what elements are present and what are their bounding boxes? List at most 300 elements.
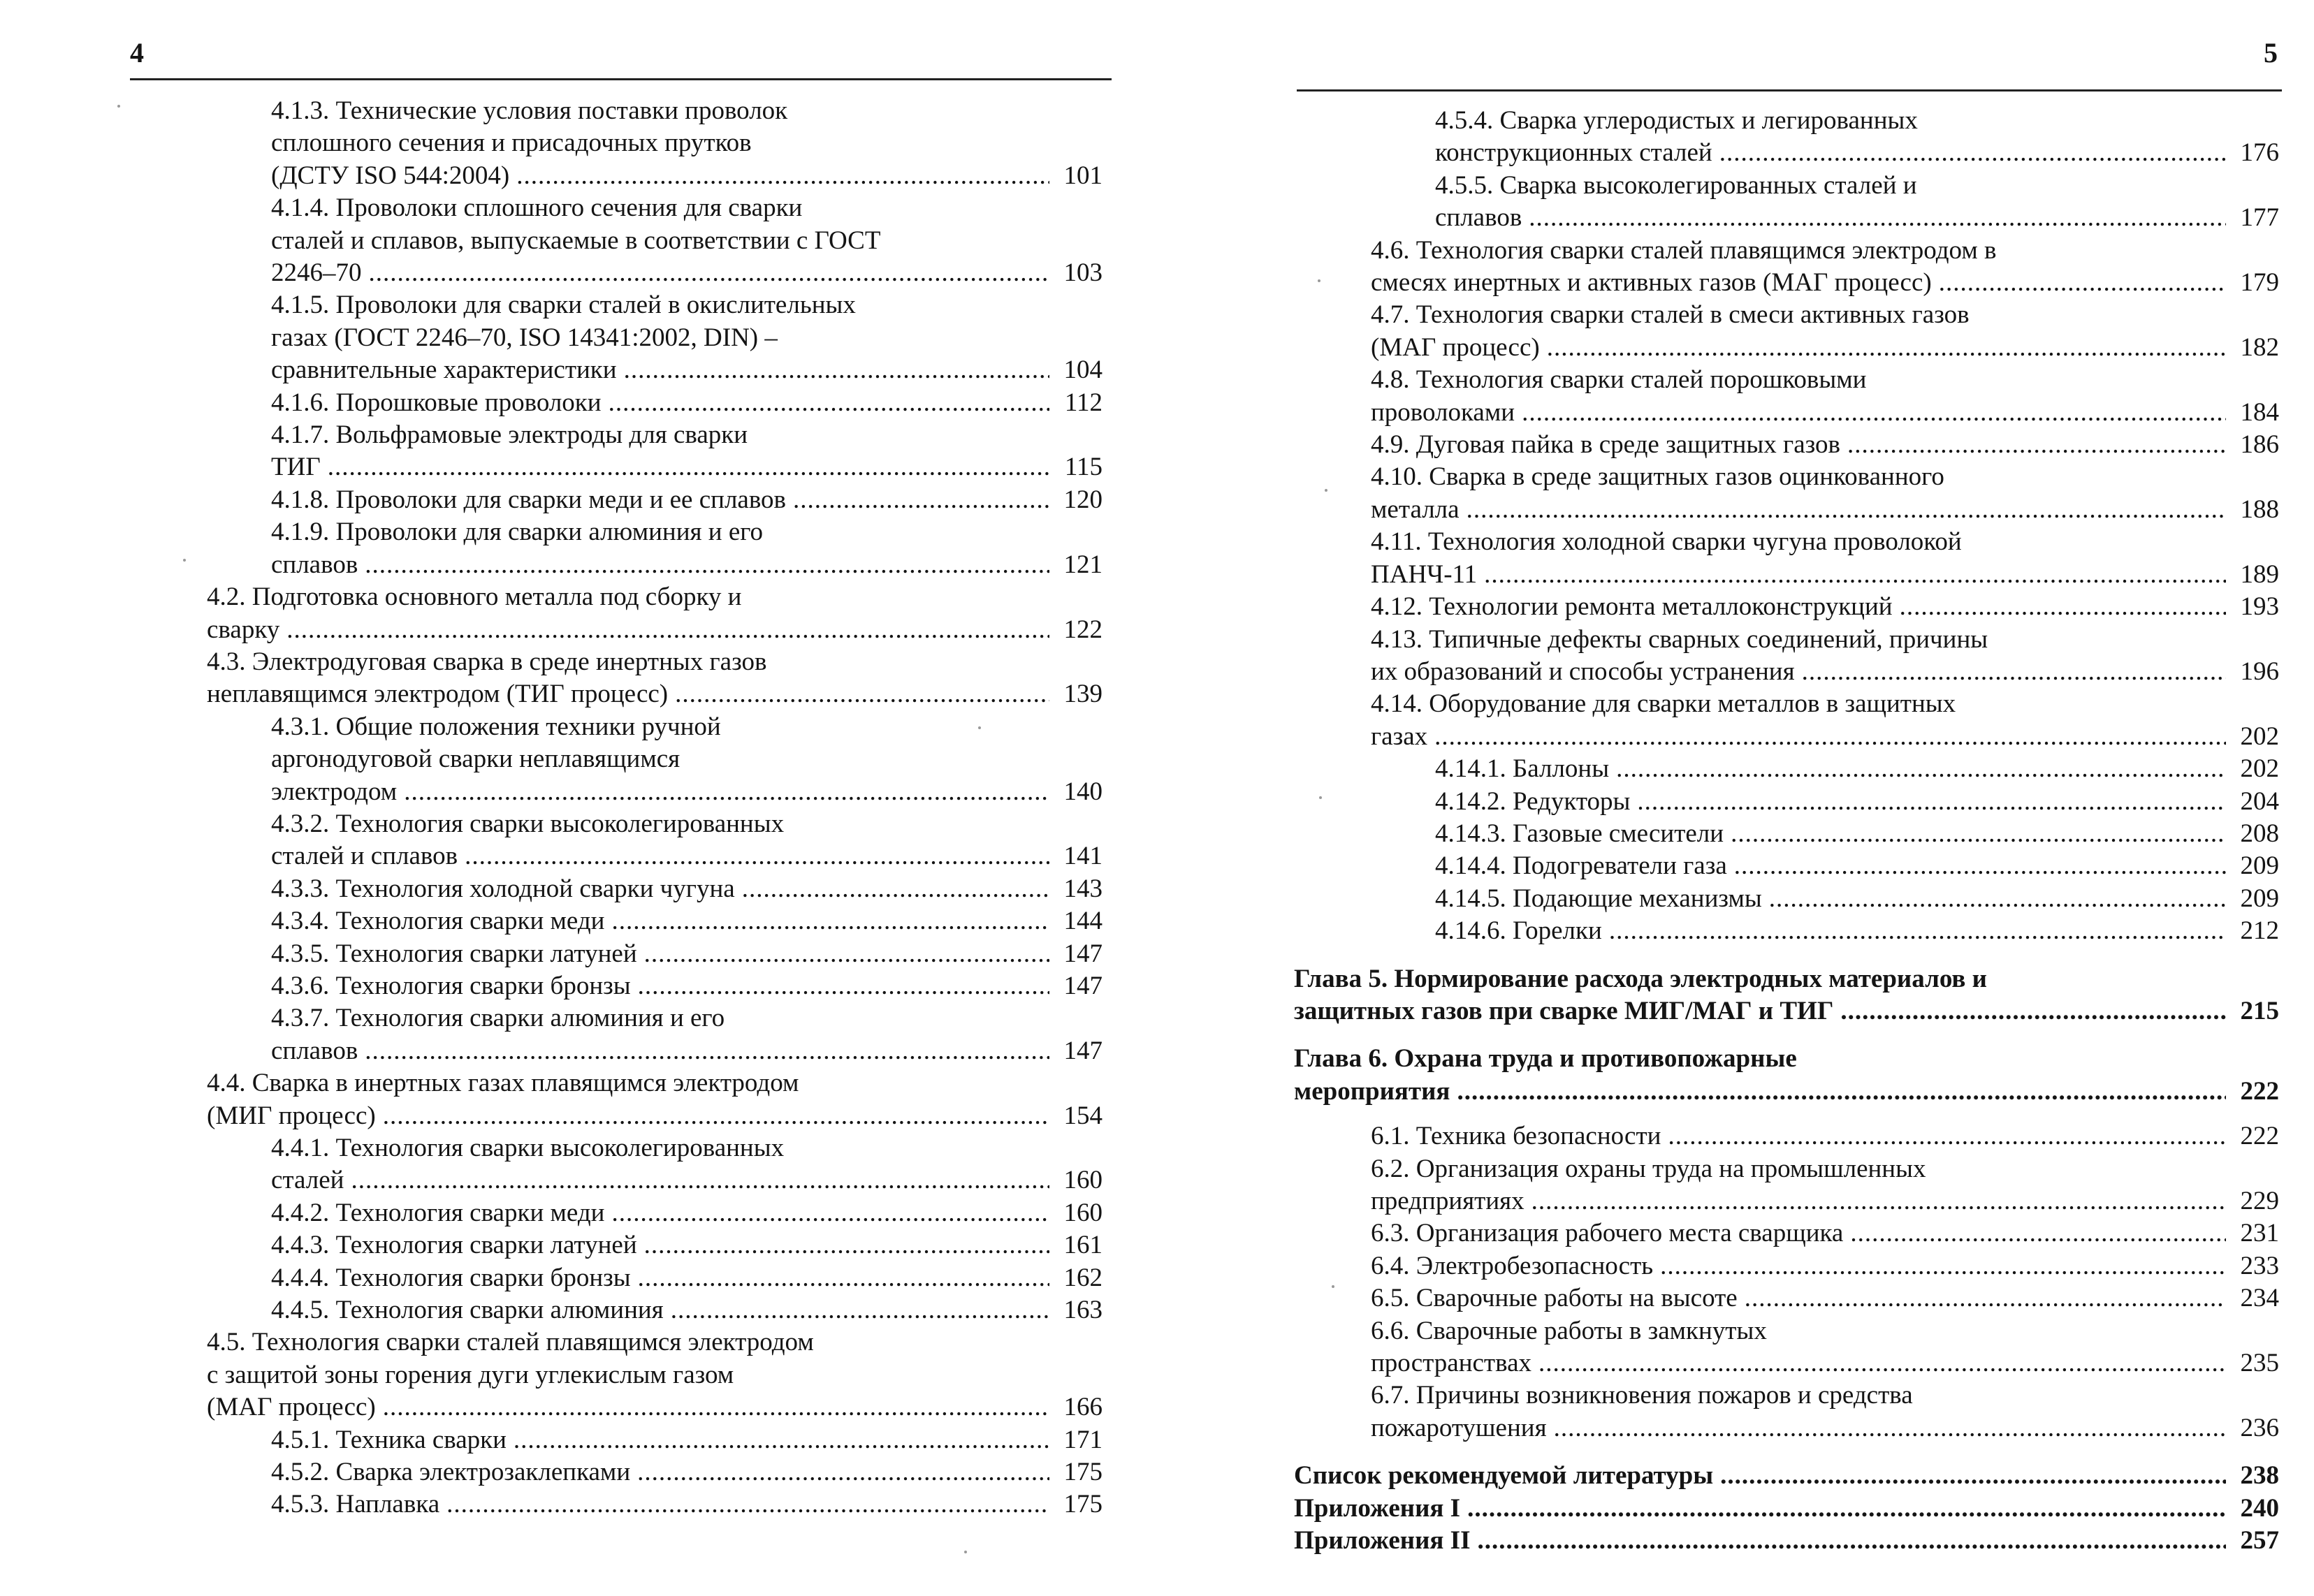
toc-entry-row [1371, 591, 2279, 623]
toc-entry-title: сплавов [271, 1036, 358, 1065]
toc-entry[interactable] [207, 905, 1103, 937]
toc-entry[interactable] [1371, 883, 2279, 915]
toc-entry-line: 4.11. Технология холодной сварки чугуна проволокой [1371, 527, 1962, 557]
toc-entry-line: 4.3. Электродуговая сварка в среде инертных газов [207, 647, 767, 676]
dot-leader [1720, 1460, 2226, 1492]
toc-entry[interactable] [207, 1002, 1103, 1067]
toc-entry-title: проволоками [1371, 397, 1515, 427]
toc-page-number: 189 [2240, 559, 2279, 589]
dot-leader [742, 873, 1049, 905]
toc-entry-title: 4.14.3. Газовые смесители [1435, 819, 1724, 848]
toc-page-number: 208 [2240, 819, 2279, 848]
toc-entry-row [1371, 429, 2279, 461]
dot-leader [1731, 818, 2226, 850]
toc-page-number: 179 [2240, 268, 2279, 298]
toc-entry[interactable] [1371, 624, 2279, 689]
toc-entry-row [1371, 1412, 2279, 1444]
toc-entry-row [1435, 786, 2279, 818]
dot-leader [383, 1391, 1049, 1423]
toc-entry-line: 4.4.1. Технология сварки высоколегированных [271, 1134, 785, 1162]
toc-entry[interactable] [207, 1424, 1103, 1456]
toc-entry-line: 6.7. Причины возникновения пожаров и средства [1371, 1381, 1913, 1410]
dot-leader [624, 354, 1049, 386]
toc-page-number: 141 [1063, 842, 1103, 871]
toc-page-number: 236 [2240, 1413, 2279, 1442]
toc-entry[interactable] [1371, 235, 2279, 300]
toc-entry-row [271, 1456, 1103, 1488]
toc-entry-row [1435, 850, 2279, 882]
toc-entry-line: 4.3.2. Технология сварки высоколегированных [271, 809, 785, 838]
toc-entry[interactable] [1371, 1217, 2279, 1250]
toc-entry-title: пожаротушения [1371, 1413, 1547, 1442]
dot-leader [365, 1035, 1049, 1067]
toc-entry[interactable] [1371, 299, 2279, 364]
toc-page-number: 104 [1063, 356, 1103, 385]
toc-entry[interactable] [207, 711, 1103, 808]
toc-entry-row [1435, 137, 2279, 169]
toc-entry[interactable] [207, 1262, 1103, 1294]
toc-entry-title: 6.5. Сварочные работы на высоте [1371, 1284, 1738, 1313]
dot-leader [675, 678, 1049, 710]
toc-entry-row [1371, 559, 2279, 591]
toc-entry-title: металла [1371, 495, 1460, 524]
toc-entry-row [271, 776, 1103, 808]
toc-entry[interactable] [207, 1488, 1103, 1521]
toc-entry[interactable] [1371, 429, 2279, 461]
toc-entry[interactable] [207, 1294, 1103, 1326]
toc-entry[interactable] [1371, 526, 2279, 591]
toc-entry-row [1371, 1217, 2279, 1250]
toc-entry-row [1371, 494, 2279, 526]
dot-leader [1547, 332, 2226, 364]
toc-entry-line: 4.1.7. Вольфрамовые электроды для сварки [271, 420, 748, 450]
dot-leader [638, 1262, 1049, 1294]
toc-page-number: 212 [2240, 916, 2279, 946]
toc-entry[interactable] [207, 1132, 1103, 1197]
toc-entry-title: пространствах [1371, 1349, 1531, 1378]
toc-entry-title: защитных газов при сварке МИГ/МАГ и ТИГ [1294, 996, 1834, 1025]
dot-leader [1802, 656, 2226, 688]
toc-entry-row [271, 1262, 1103, 1294]
scan-speck [183, 559, 186, 562]
toc-entry[interactable] [1371, 1120, 2279, 1152]
toc-entry-line: 4.5.4. Сварка углеродистых и легированных [1435, 106, 1918, 135]
scan-speck [1319, 796, 1322, 799]
toc-page-number: 115 [1064, 453, 1103, 482]
toc-entry[interactable] [207, 1326, 1103, 1423]
toc-entry-row [271, 1424, 1103, 1456]
toc-entry-title: Приложения II [1294, 1526, 1471, 1555]
toc-entry-title: 6.1. Техника безопасности [1371, 1122, 1661, 1151]
toc-page-number: 160 [1063, 1166, 1103, 1195]
toc-entry-title: 4.14.5. Подающие механизмы [1435, 884, 1762, 913]
toc-entry-line: 4.3.1. Общие положения техники ручной [271, 712, 721, 741]
dot-leader [1529, 202, 2226, 234]
toc-entry-line: Глава 6. Охрана труда и противопожарные [1294, 1044, 1797, 1074]
toc-entry-title: газах [1371, 722, 1428, 751]
toc-entry-line: 4.4. Сварка в инертных газах плавящимся электродом [207, 1069, 799, 1098]
toc-entry-row [1371, 267, 2279, 299]
toc-entry[interactable] [1371, 461, 2279, 526]
toc-entry[interactable] [1371, 1153, 2279, 1218]
scan-speck [1318, 279, 1320, 282]
dot-leader [611, 1197, 1049, 1229]
toc-entry-row [1371, 1282, 2279, 1315]
toc-entry-row [1371, 1185, 2279, 1217]
dot-leader [516, 160, 1049, 192]
toc-entry[interactable] [1371, 1282, 2279, 1315]
toc-page-number: 233 [2240, 1251, 2279, 1280]
toc-entry-row [271, 354, 1103, 386]
toc-entry-row [271, 484, 1103, 516]
toc-entry-title: ТИГ [271, 453, 321, 482]
toc-entry-title: 4.5.1. Техника сварки [271, 1425, 507, 1454]
dot-leader [1939, 267, 2226, 299]
toc-entry-title: 6.4. Электробезопасность [1371, 1251, 1654, 1280]
dot-leader [1538, 1347, 2226, 1379]
toc-page-number: 112 [1064, 388, 1103, 417]
toc-entry-title: 4.14.4. Подогреватели газа [1435, 851, 1727, 881]
toc-entry-line: 4.1.5. Проволоки для сварки сталей в окислительных [271, 291, 856, 320]
toc-entry-title: 4.9. Дуговая пайка в среде защитных газов [1371, 430, 1840, 460]
toc-entry-row [1435, 915, 2279, 947]
toc-entry-title: 6.3. Организация рабочего места сварщика [1371, 1219, 1844, 1248]
toc-entry-line: 4.1.4. Проволоки сплошного сечения для сварки [271, 193, 803, 223]
dot-leader [1850, 1217, 2226, 1250]
dot-leader [1616, 753, 2226, 785]
toc-entry-title: Приложения I [1294, 1493, 1461, 1523]
toc-page-number: 229 [2240, 1187, 2279, 1215]
toc-entry-title: сплавов [271, 550, 358, 579]
toc-page-number: 196 [2240, 657, 2279, 686]
toc-entry[interactable] [207, 1229, 1103, 1261]
dot-leader [1467, 1493, 2226, 1525]
toc-entry-title: мероприятия [1294, 1076, 1450, 1106]
toc-entry[interactable] [207, 1067, 1103, 1132]
toc-entry[interactable] [1371, 850, 2279, 882]
dot-leader [1769, 883, 2226, 915]
dot-leader [644, 1229, 1049, 1261]
dot-leader [1900, 591, 2226, 623]
toc-entry[interactable] [1371, 1315, 2279, 1380]
dot-leader [404, 776, 1049, 808]
toc-entry[interactable] [207, 387, 1103, 419]
toc-entry-title: 4.3.3. Технология холодной сварки чугуна [271, 874, 735, 903]
toc-entry[interactable] [1371, 753, 2279, 785]
toc-page-number: 144 [1063, 907, 1103, 936]
toc-page-number: 222 [2240, 1122, 2279, 1151]
toc-entry-line: 4.14. Оборудование для сварки металлов в защитных [1371, 689, 1956, 719]
toc-entry-row [1371, 332, 2279, 364]
dot-leader [1840, 995, 2226, 1027]
toc-entry-line: Глава 5. Нормирование расхода электродных материалов и [1294, 964, 1987, 993]
toc-page-number: 175 [1063, 1490, 1103, 1519]
toc-entry-row [1294, 1460, 2279, 1492]
toc-page-number: 222 [2240, 1076, 2279, 1106]
toc-page-number: 209 [2240, 851, 2279, 881]
toc-page-number: 160 [1063, 1198, 1103, 1227]
toc-page-number: 209 [2240, 884, 2279, 913]
dot-leader [671, 1294, 1049, 1326]
dot-leader [793, 484, 1049, 516]
toc-entry[interactable] [1371, 818, 2279, 850]
dot-leader [1477, 1525, 2226, 1557]
toc-entry-line: 4.1.9. Проволоки для сварки алюминия и его [271, 518, 764, 547]
dot-leader [1660, 1250, 2226, 1282]
toc-page-number: 103 [1063, 258, 1103, 288]
toc-entry[interactable] [1371, 591, 2279, 623]
toc-page-number: 175 [1063, 1458, 1103, 1487]
dot-leader [1457, 1076, 2226, 1108]
toc-entry-title: (МАГ процесс) [1371, 332, 1540, 362]
toc-entry-row [271, 1229, 1103, 1261]
toc-entry-row [271, 840, 1103, 872]
toc-list [1294, 105, 2279, 1557]
toc-page-number: 202 [2240, 754, 2279, 784]
dot-leader [1668, 1120, 2226, 1152]
toc-page-number: 147 [1063, 939, 1103, 968]
toc-entry-row [207, 1391, 1103, 1423]
toc-page-number: 120 [1063, 485, 1103, 514]
toc-entry[interactable] [1371, 786, 2279, 818]
header-rule [1297, 89, 2282, 91]
dot-leader [465, 840, 1049, 872]
dot-leader [514, 1424, 1049, 1456]
dot-leader [369, 257, 1050, 289]
toc-entry-line: 4.8. Технология сварки сталей порошковыми [1371, 365, 1867, 395]
scan-speck [1325, 489, 1327, 492]
toc-entry[interactable] [207, 808, 1103, 873]
toc-page-number: 171 [1063, 1425, 1103, 1454]
toc-entry[interactable] [1294, 963, 2279, 1028]
toc-entry[interactable] [1294, 1043, 2279, 1108]
toc-entry-title: сталей [271, 1166, 344, 1195]
toc-entry-row [271, 1035, 1103, 1067]
toc-page-number: 139 [1063, 680, 1103, 709]
toc-entry-line: 4.5.5. Сварка высоколегированных сталей и [1435, 170, 1917, 200]
toc-entry[interactable] [1294, 1493, 2279, 1525]
toc-page-number: 234 [2240, 1284, 2279, 1313]
toc-entry[interactable] [207, 938, 1103, 970]
toc-entry-title: предприятиях [1371, 1187, 1525, 1215]
toc-entry[interactable] [1371, 1379, 2279, 1444]
toc-entry-title: 4.1.6. Порошковые проволоки [271, 388, 602, 417]
toc-page-number: 154 [1063, 1101, 1103, 1130]
toc-entry-row [1294, 995, 2279, 1027]
dot-leader [1609, 915, 2226, 947]
dot-leader [286, 614, 1049, 646]
toc-entry-line: сталей и сплавов, выпускаемые в соответствии с ГОСТ [271, 226, 881, 255]
toc-entry-title: 4.4.5. Технология сварки алюминия [271, 1296, 664, 1325]
scan-speck [978, 726, 981, 729]
toc-entry-row [1294, 1493, 2279, 1525]
toc-entry[interactable] [207, 289, 1103, 386]
toc-entry-row [1371, 1250, 2279, 1282]
dot-leader [446, 1488, 1049, 1521]
toc-entry-title: сталей и сплавов [271, 842, 458, 871]
toc-entry-title: 4.5.2. Сварка электрозаклепками [271, 1458, 631, 1487]
toc-page-number: 162 [1063, 1263, 1103, 1292]
dot-leader [1719, 137, 2226, 169]
toc-entry-line: с защитой зоны горения дуги углекислым газом [207, 1360, 734, 1389]
toc-page-number: 182 [2240, 332, 2279, 362]
toc-entry-title: (МИГ процесс) [207, 1101, 376, 1130]
toc-entry[interactable] [1371, 105, 2279, 170]
toc-entry[interactable] [1371, 1250, 2279, 1282]
scan-speck [964, 1551, 967, 1553]
toc-entry-line: аргонодуговой сварки неплавящимся [271, 745, 681, 774]
toc-entry-title: (МАГ процесс) [207, 1393, 376, 1422]
toc-entry[interactable] [207, 484, 1103, 516]
toc-entry-row [271, 1294, 1103, 1326]
dot-leader [1522, 397, 2226, 429]
toc-entry[interactable] [207, 873, 1103, 905]
toc-entry-row [1371, 1347, 2279, 1379]
toc-entry-line: 6.2. Организация охраны труда на промышленных [1371, 1154, 1926, 1183]
dot-leader [611, 905, 1049, 937]
toc-entry[interactable] [207, 192, 1103, 289]
toc-entry-title: электродом [271, 777, 398, 806]
toc-entry-row [271, 1164, 1103, 1196]
toc-entry-title: Список рекомендуемой литературы [1294, 1461, 1714, 1491]
toc-entry[interactable] [1371, 688, 2279, 753]
dot-leader [328, 451, 1049, 483]
dot-leader [644, 938, 1049, 970]
dot-leader [1484, 559, 2226, 591]
dot-leader [638, 970, 1049, 1002]
toc-page-number: 140 [1063, 777, 1103, 806]
toc-entry-row [207, 678, 1103, 710]
toc-entry-title: 4.4.4. Технология сварки бронзы [271, 1263, 631, 1292]
toc-entry[interactable] [207, 1456, 1103, 1488]
dot-leader [351, 1164, 1049, 1196]
toc-entry-title: их образований и способы устранения [1371, 657, 1795, 686]
toc-page-number: 177 [2240, 203, 2279, 233]
toc-entry-row [271, 970, 1103, 1002]
toc-entry-row [1435, 753, 2279, 785]
toc-page-number: 166 [1063, 1393, 1103, 1422]
toc-entry-title: конструкционных сталей [1435, 138, 1712, 168]
toc-entry[interactable] [1294, 1525, 2279, 1557]
toc-entry-row [1371, 1120, 2279, 1152]
toc-entry-row [1435, 202, 2279, 234]
toc-entry-title: ПАНЧ-11 [1371, 559, 1478, 589]
page-number: 4 [130, 37, 144, 68]
toc-page-number: 143 [1063, 874, 1103, 903]
toc-entry[interactable] [207, 1197, 1103, 1229]
dot-leader [1467, 494, 2226, 526]
toc-page-number: 147 [1063, 971, 1103, 1000]
toc-entry[interactable] [207, 516, 1103, 581]
toc-entry-row [207, 614, 1103, 646]
dot-leader [1531, 1185, 2226, 1217]
scan-speck [1332, 1285, 1334, 1288]
toc-page-number: 163 [1063, 1296, 1103, 1325]
toc-entry-row [1371, 721, 2279, 753]
toc-page-number: 101 [1063, 161, 1103, 190]
toc-entry-title: 2246–70 [271, 258, 362, 288]
toc-page-number: 238 [2240, 1461, 2279, 1491]
toc-entry-line: 6.6. Сварочные работы в замкнутых [1371, 1316, 1767, 1345]
toc-page-number: 121 [1063, 550, 1103, 579]
toc-entry-row [271, 873, 1103, 905]
toc-entry-row [271, 387, 1103, 419]
toc-entry-row [1371, 656, 2279, 688]
toc-entry-title: 4.12. Технологии ремонта металлоконструкций [1371, 592, 1893, 622]
toc-entry-line: сплошного сечения и присадочных прутков [271, 129, 752, 158]
toc-entry-row [271, 549, 1103, 581]
dot-leader [609, 387, 1049, 419]
toc-entry-title: 4.14.6. Горелки [1435, 916, 1602, 946]
dot-leader [1745, 1282, 2226, 1315]
toc-entry-row [271, 160, 1103, 192]
toc-entry-row [271, 1197, 1103, 1229]
toc-entry-title: сплавов [1435, 203, 1522, 233]
dot-leader [637, 1456, 1049, 1488]
toc-page-number: 215 [2240, 996, 2279, 1025]
toc-entry-title: 4.1.8. Проволоки для сварки меди и ее сплавов [271, 485, 787, 514]
toc-entry-row [1294, 1525, 2279, 1557]
toc-list [207, 95, 1103, 1521]
toc-entry-line: 4.3.7. Технология сварки алюминия и его [271, 1004, 725, 1033]
toc-entry-row [1294, 1076, 2279, 1108]
toc-page-number: 240 [2240, 1493, 2279, 1523]
toc-entry-title: 4.14.1. Баллоны [1435, 754, 1610, 784]
toc-page-number: 161 [1063, 1231, 1103, 1260]
toc-entry-line: 4.7. Технология сварки сталей в смеси активных газов [1371, 300, 1970, 330]
toc-entry[interactable] [1371, 915, 2279, 947]
toc-page-number: 235 [2240, 1349, 2279, 1378]
toc-entry[interactable] [207, 419, 1103, 484]
dot-leader [1554, 1412, 2226, 1444]
toc-entry-line: 4.2. Подготовка основного металла под сборку и [207, 583, 742, 612]
toc-entry-title: 4.3.5. Технология сварки латуней [271, 939, 637, 968]
toc-entry[interactable] [207, 95, 1103, 192]
scan-speck [117, 105, 120, 108]
dot-leader [365, 549, 1049, 581]
toc-page-number: 122 [1063, 615, 1103, 644]
toc-entry[interactable] [207, 646, 1103, 711]
toc-entry[interactable] [207, 970, 1103, 1002]
toc-entry[interactable] [207, 581, 1103, 646]
toc-entry-line: 4.5. Технология сварки сталей плавящимся электродом [207, 1328, 814, 1357]
toc-entry[interactable] [1371, 364, 2279, 429]
toc-page-number: 147 [1063, 1036, 1103, 1065]
toc-page-number: 204 [2240, 786, 2279, 816]
toc-entry[interactable] [1294, 1460, 2279, 1492]
toc-entry-title: 4.4.3. Технология сварки латуней [271, 1231, 637, 1260]
toc-entry-line: 4.6. Технология сварки сталей плавящимся электродом в [1371, 235, 1997, 265]
toc-entry[interactable] [1371, 170, 2279, 235]
toc-entry-row [271, 1488, 1103, 1521]
toc-entry-title: смесях инертных и активных газов (МАГ процесс) [1371, 268, 1932, 298]
toc-page-number: 188 [2240, 495, 2279, 524]
toc-entry-row [271, 257, 1103, 289]
toc-entry-row [271, 905, 1103, 937]
toc-page-number: 202 [2240, 722, 2279, 751]
toc-entry-title: неплавящимся электродом (ТИГ процесс) [207, 680, 669, 709]
toc-entry-line: 4.1.3. Технические условия поставки проволок [271, 96, 788, 125]
toc-page-number: 231 [2240, 1219, 2279, 1248]
toc-entry-row [1371, 397, 2279, 429]
toc-entry-title: 4.5.3. Наплавка [271, 1490, 440, 1519]
toc-entry-line: газах (ГОСТ 2246–70, ISO 14341:2002, DIN) – [271, 323, 778, 352]
toc-entry-title: (ДСТУ ISO 544:2004) [271, 161, 510, 190]
toc-entry-title: сравнительные характеристики [271, 356, 617, 385]
dot-leader [1734, 850, 2226, 882]
toc-page-number: 257 [2240, 1526, 2279, 1555]
toc-entry-line: 4.13. Типичные дефекты сварных соединений, причины [1371, 624, 1988, 654]
